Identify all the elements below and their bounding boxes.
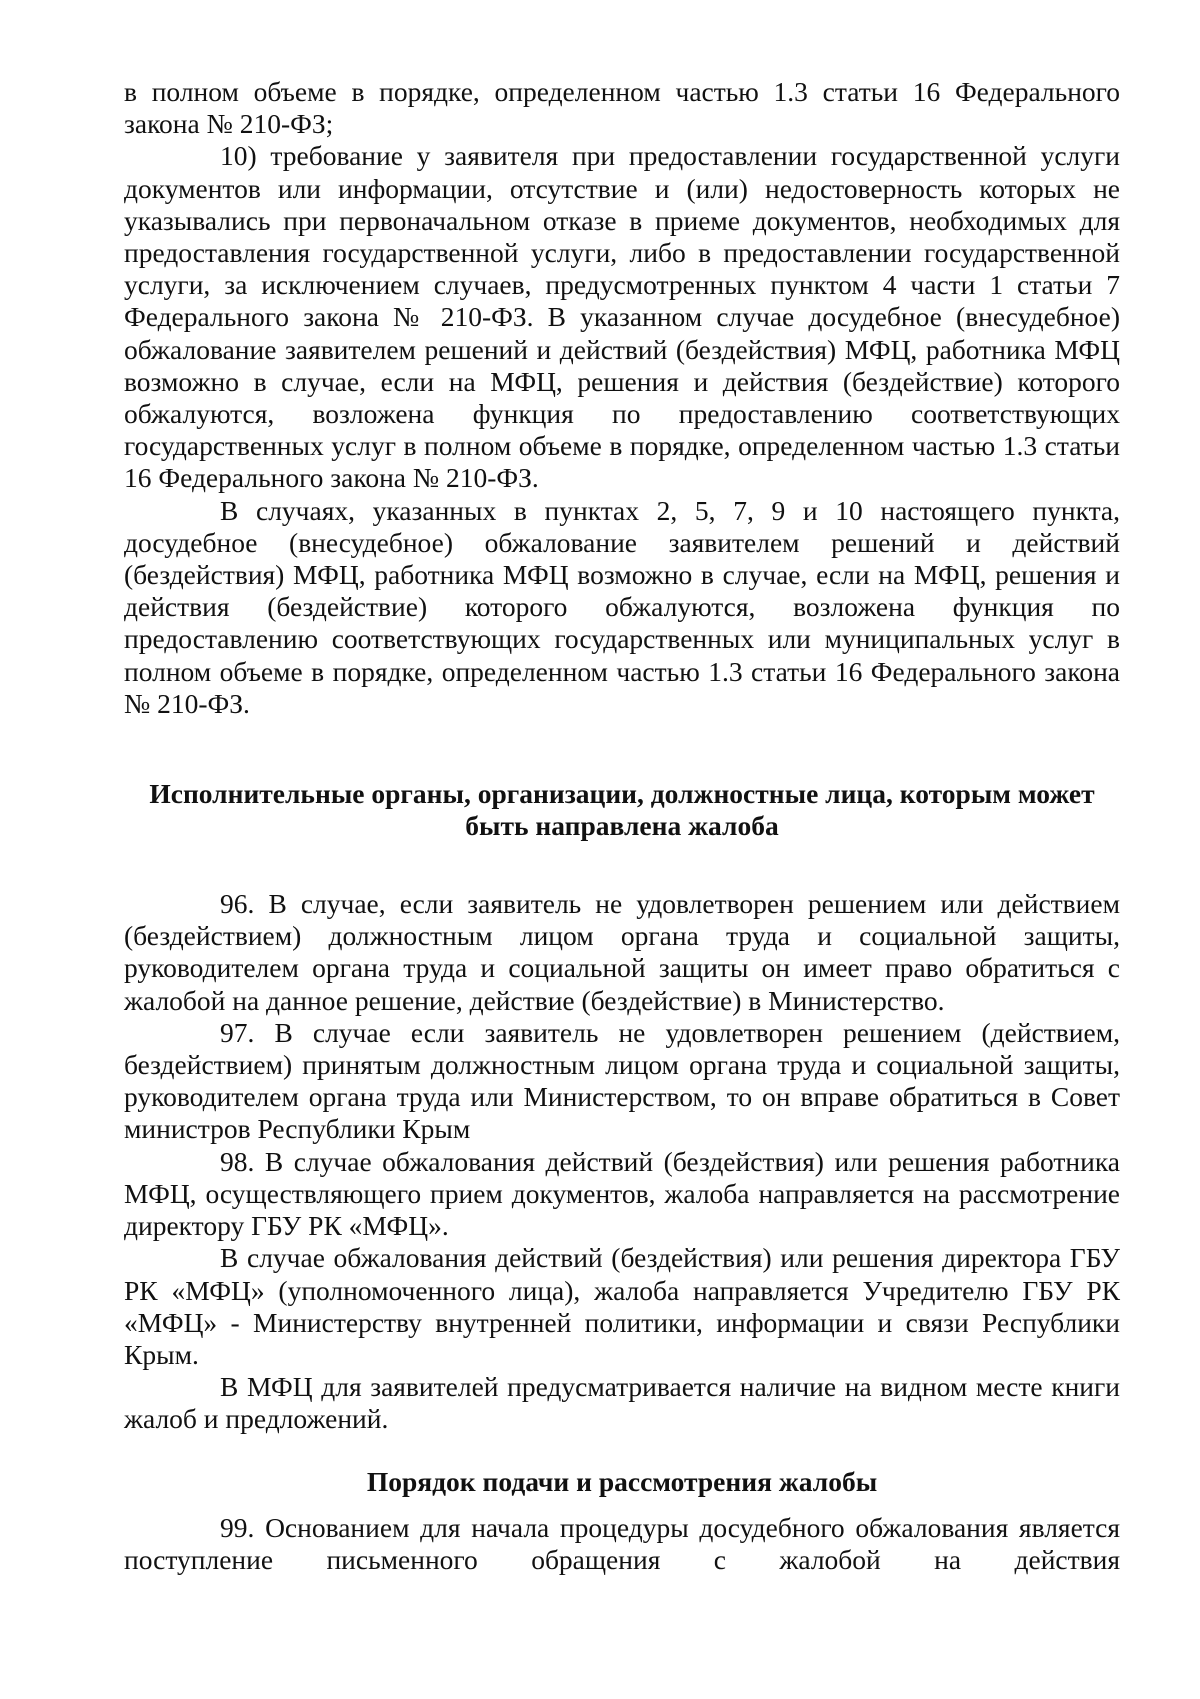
paragraph-director-appeal: В случае обжалования действий (бездействия) или решения директора ГБУ РК «МФЦ» (уполномоченного лица), жалоба направляется Учредителю ГБУ РК «МФЦ» - Министерству внутренней политики, информации и связи Республики Крым. [124,1242,1120,1370]
section-heading-complaint-recipients: Исполнительные органы, организации, должностные лица, которым может быть направлена жалоба [149,778,1095,842]
spacer [124,720,1120,778]
document-page [124,76,1120,1576]
spacer [124,1498,1120,1512]
paragraph-complaint-book: В МФЦ для заявителей предусматривается наличие на видном месте книги жалоб и предложений. [124,1371,1120,1435]
paragraph-98: 98. В случае обжалования действий (бездействия) или решения работника МФЦ, осуществляющего прием документов, жалоба направляется на рассмотрение директору ГБУ РК «МФЦ». [124,1145,1120,1242]
paragraph-continuation: в полном объеме в порядке, определенном частью 1.3 статьи 16 Федерального закона № 210-ФЗ; [124,76,1120,140]
spacer [124,842,1120,888]
paragraph-97: 97. В случае если заявитель не удовлетворен решением (действием, бездействием) принятым должностным лицом органа труда и социальной защиты, руководителем органа труда или Министерством, то он вправе обратиться в Совет министров Республики Крым [124,1016,1120,1145]
paragraph-item-10: 10) требование у заявителя при предоставлении государственной услуги документов или информации, отсутствие и (или) недостоверность которых не указывались при первоначальном отказе в приеме документов, необходимых для предоставления государственной услуги, либо в предоставлении государственной услуги, за исключением случаев, предусмотренных пунктом 4 части 1 статьи 7 Федерального закона № 210-ФЗ. В указанном случае досудебное (внесудебное) обжалование заявителем решений и действий (бездействия) МФЦ, работника МФЦ возможно в случае, если на МФЦ, решения и действия (бездействие) которого обжалуются, возложена функция по предоставлению соответствующих государственных услуг в полном объеме в порядке, определенном частью 1.3 статьи 16 Федерального закона № 210-ФЗ. [124,140,1120,494]
paragraph-99: 99. Основанием для начала процедуры досудебного обжалования является поступление письменного обращения с жалобой на действия [124,1511,1120,1575]
paragraph-cases-note: В случаях, указанных в пунктах 2, 5, 7, 9 и 10 настоящего пункта, досудебное (внесудебное) обжалование заявителем решений и действий (бездействия) МФЦ, работника МФЦ возможно в случае, если на МФЦ, решения и действия (бездействие) которого обжалуются, возложена функция по предоставлению соответствующих государственных или муниципальных услуг в полном объеме в порядке, определенном частью 1.3 статьи 16 Федерального закона № 210-ФЗ. [124,494,1120,719]
section-heading-complaint-procedure: Порядок подачи и рассмотрения жалобы [366,1465,878,1497]
spacer [124,1436,1120,1466]
paragraph-96: 96. В случае, если заявитель не удовлетворен решением или действием (бездействием) должностным лицом органа труда и социальной защиты, руководителем органа труда и социальной защиты он имеет право обратиться с жалобой на данное решение, действие (бездействие) в Министерство. [124,888,1120,1016]
